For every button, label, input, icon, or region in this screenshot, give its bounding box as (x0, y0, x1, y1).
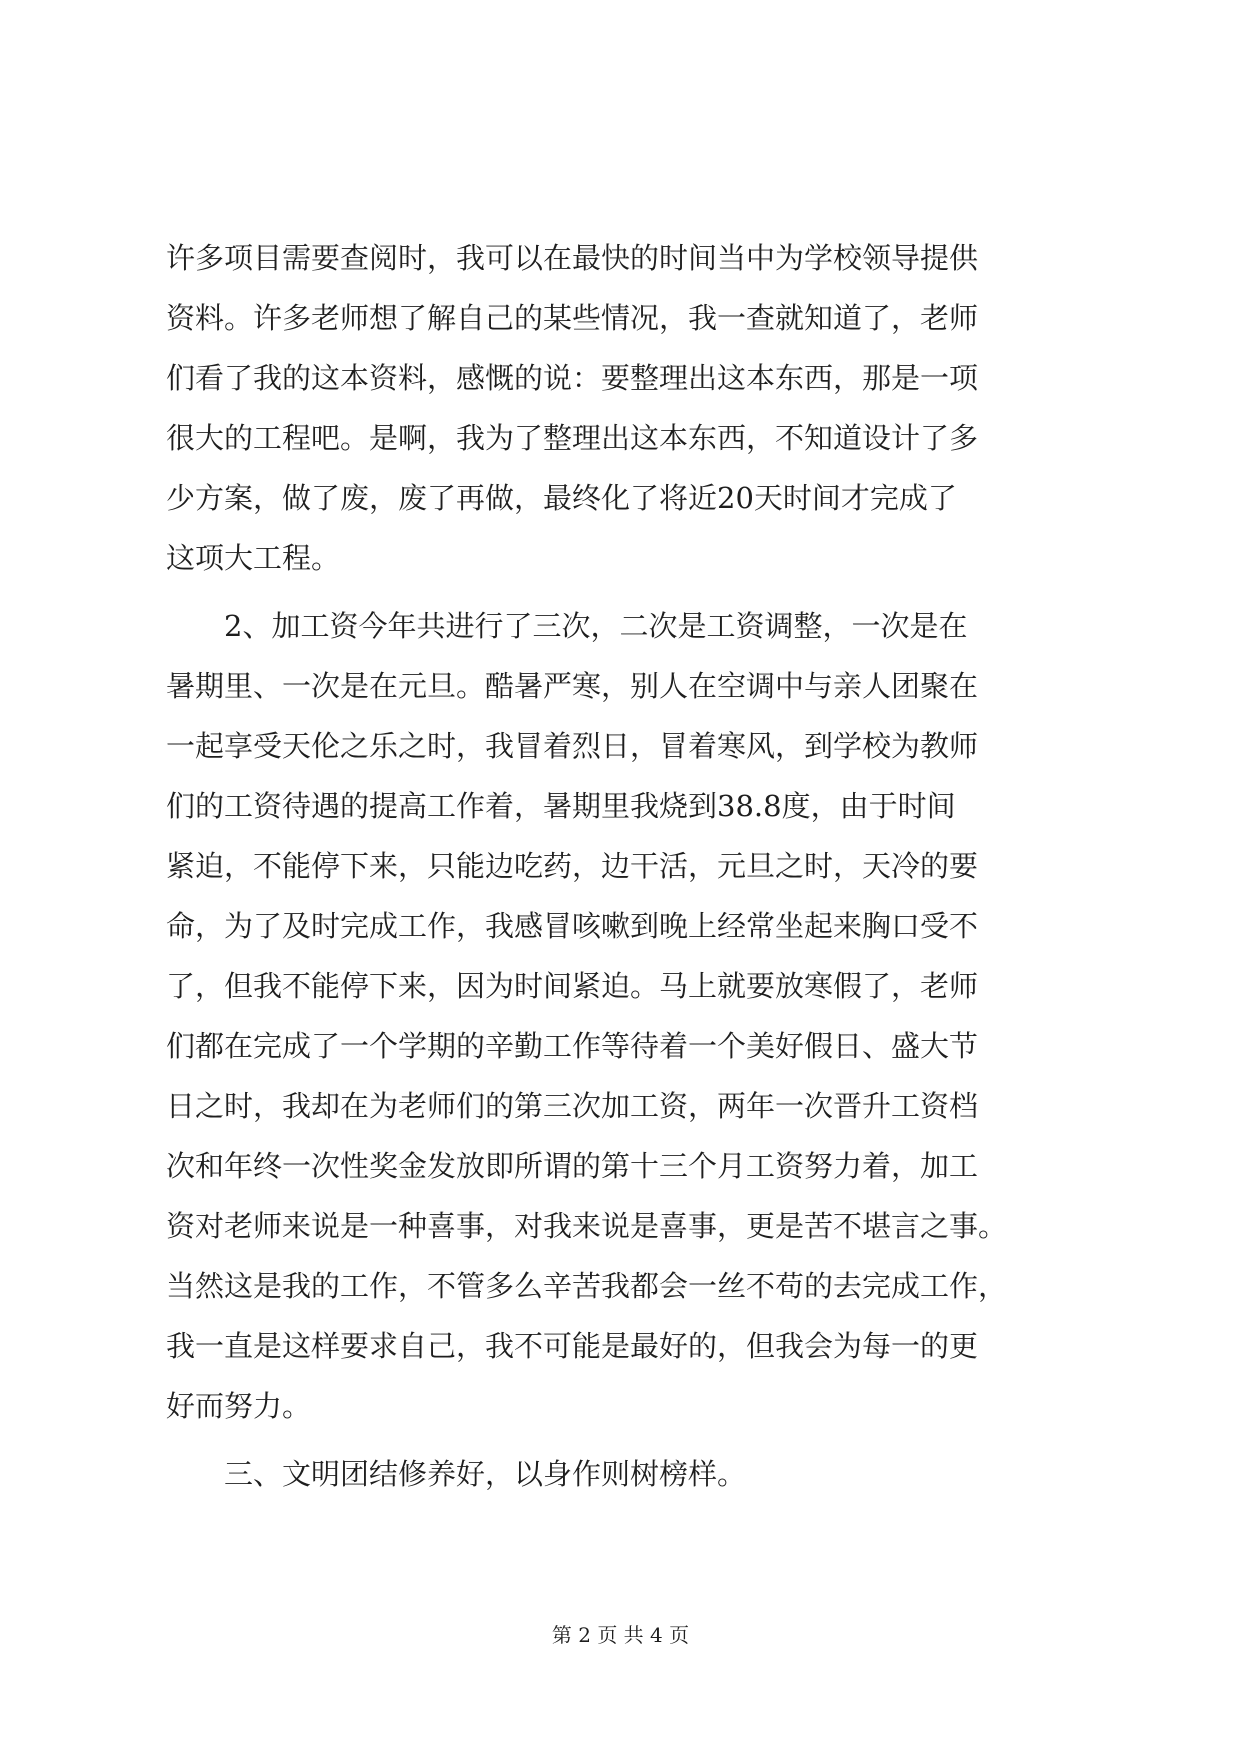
text-line: 紧迫，不能停下来，只能边吃药，边干活，元旦之时，天冷的要 (166, 849, 979, 883)
text-line: 命，为了及时完成工作，我感冒咳嗽到晚上经常坐起来胸口受不 (166, 909, 979, 943)
text-line: 许多项目需要查阅时，我可以在最快的时间当中为学校领导提供 (166, 241, 979, 275)
page-footer: 第 2 页 共 4 页 (551, 1623, 690, 1647)
text-line: 少方案，做了废，废了再做，最终化了将近20天时间才完成了 (166, 481, 957, 515)
text-line: 了，但我不能停下来，因为时间紧迫。马上就要放寒假了，老师 (166, 969, 979, 1003)
text-line: 这项大工程。 (166, 541, 341, 575)
text-line: 次和年终一次性奖金发放即所谓的第十三个月工资努力着，加工 (166, 1149, 979, 1183)
text-line: 我一直是这样要求自己，我不可能是最好的，但我会为每一的更 (166, 1329, 979, 1363)
text-line: 2、加工资今年共进行了三次，二次是工资调整，一次是在 (224, 609, 968, 643)
text-line: 资对老师来说是一种喜事，对我来说是喜事，更是苦不堪言之事。 (166, 1209, 1008, 1243)
text-line: 日之时，我却在为老师们的第三次加工资，两年一次晋升工资档 (166, 1089, 979, 1123)
text-line: 三、文明团结修养好，以身作则树榜样。 (224, 1457, 747, 1491)
text-line: 当然这是我的工作，不管多么辛苦我都会一丝不苟的去完成工作， (166, 1269, 1008, 1303)
text-line: 很大的工程吧。是啊，我为了整理出这本东西，不知道设计了多 (166, 421, 979, 455)
text-line: 资料。许多老师想了解自己的某些情况，我一查就知道了，老师 (166, 301, 979, 335)
text-line: 一起享受天伦之乐之时，我冒着烈日，冒着寒风，到学校为教师 (166, 729, 979, 763)
text-line: 们的工资待遇的提高工作着，暑期里我烧到38.8度，由于时间 (166, 789, 956, 823)
text-line: 们都在完成了一个学期的辛勤工作等待着一个美好假日、盛大节 (166, 1029, 979, 1063)
text-line: 们看了我的这本资料，感慨的说：要整理出这本东西，那是一项 (166, 361, 979, 395)
text-line: 好而努力。 (166, 1389, 312, 1423)
text-line: 暑期里、一次是在元旦。酷暑严寒，别人在空调中与亲人团聚在 (166, 669, 979, 703)
